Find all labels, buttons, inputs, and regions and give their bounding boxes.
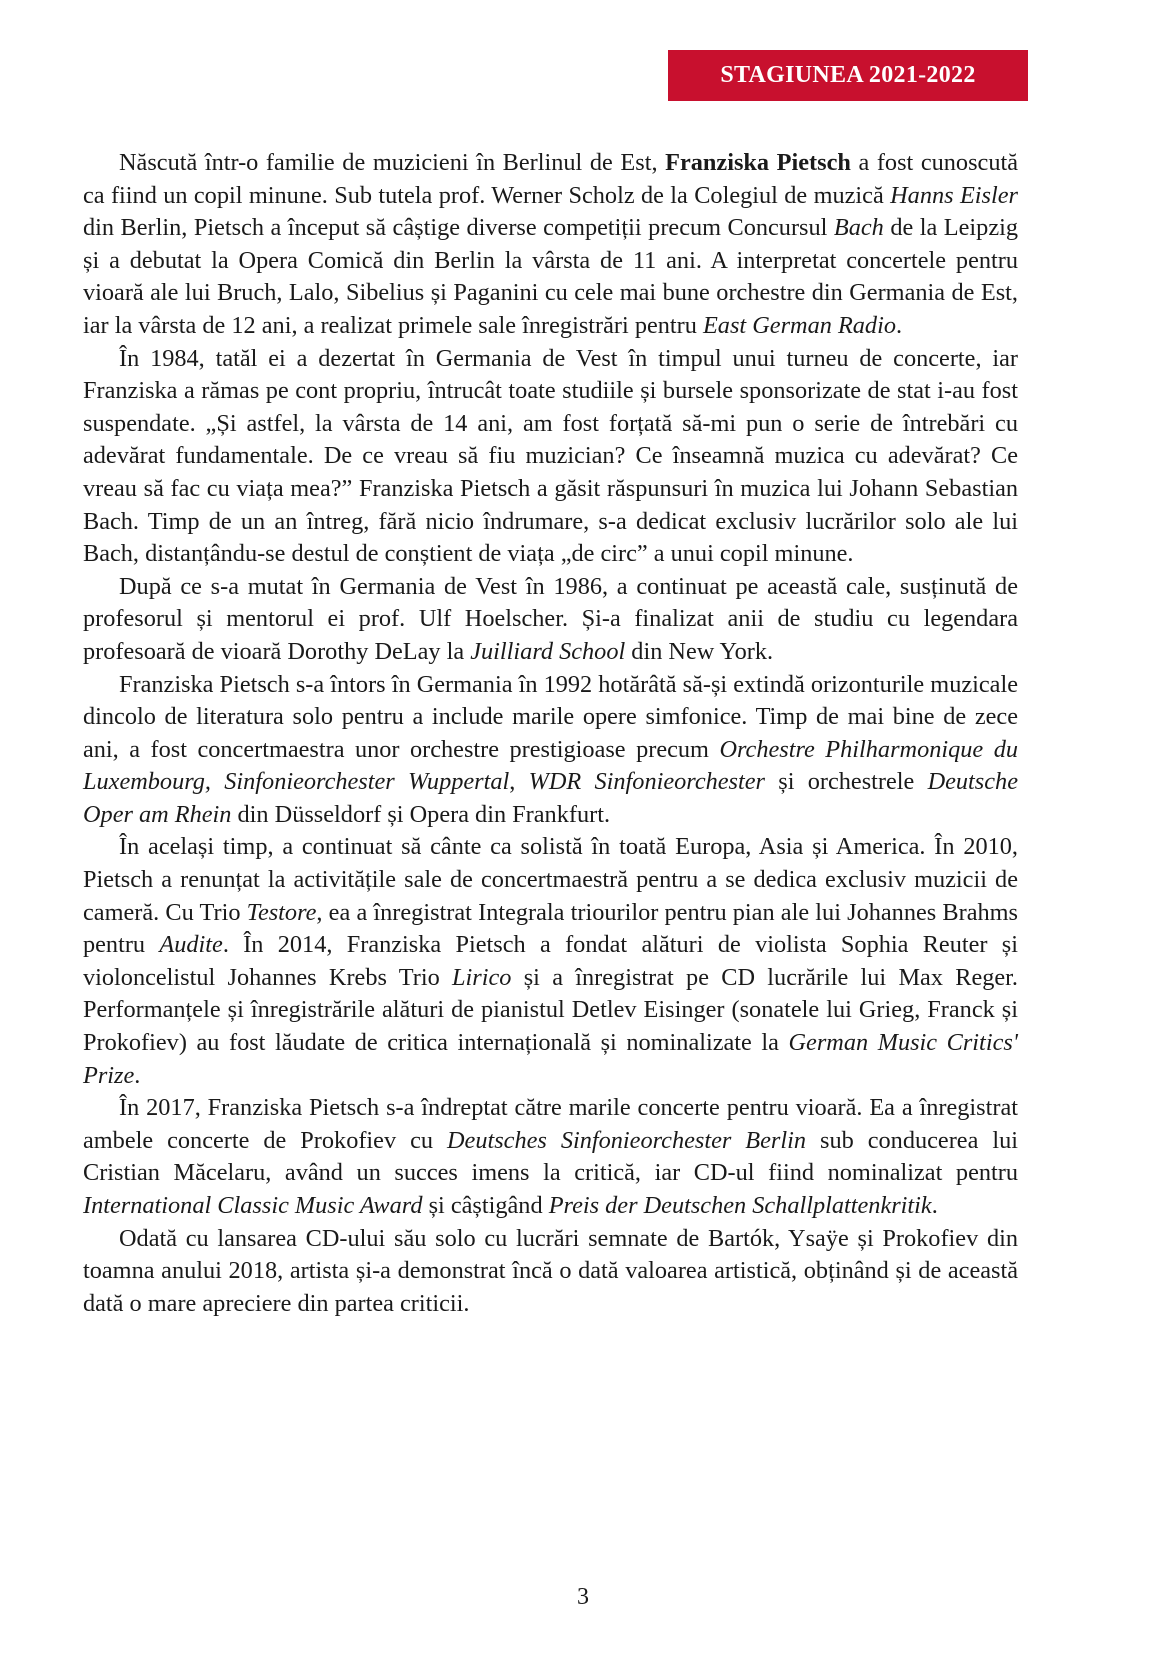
text-run: După ce s-a mutat în Germania de Vest în 1986, a continuat pe această cale, susținută de profesorul și mentorul ei prof. Ulf Hoelscher. Și-a finalizat anii de studiu cu legendara profesoară de vioară Dorothy DeLay la (83, 572, 1018, 665)
text-run: sub conducerea lui Cristian Măcelaru, având un succes imens la critică, iar CD-ul fiind nominalizat pentru (83, 1126, 1018, 1187)
text-run: și a înregistrat pe CD lucrările lui Max Reger. Performanțele și înregistrările alături de pianistul Detlev Eisinger (sonatele lui Grieg, Franck și Prokofiev) au fost lăudate de critica internațională și nominalizate la (83, 963, 1019, 1057)
text-run: . În 2014, Franziska Pietsch a fondat alături de violista Sophia Reuter și violoncelistul Johannes Krebs Trio (83, 931, 1018, 991)
italic-title: Bach (833, 214, 884, 242)
text-run: din Berlin, Pietsch a început să câștige diverse competiții precum Concursul (83, 214, 834, 242)
italic-title: Deutsches Sinfonieorchester Berlin (447, 1126, 807, 1154)
text-run: a fost cunoscută ca fiind un copil minune. Sub tutela prof. Werner Scholz de la Colegiul de muzică (83, 149, 1019, 209)
text-run: din Düsseldorf și Opera din Frankfurt. (231, 800, 611, 828)
text-run: din New York. (625, 637, 774, 665)
text-run: . (895, 311, 903, 339)
italic-title: German Music Critics' Prize (83, 1029, 1018, 1089)
italic-title: International Classic Music Award (83, 1192, 423, 1219)
bold-text: Franziska Pietsch (665, 149, 851, 176)
text-run: În același timp, a continuat să cânte ca solistă în toată Europa, Asia și America. În 2010, Pietsch a renunțat la activitățile sale de concertmaestră pentru a se dedica exclusiv muzicii de cameră. Cu Trio (83, 833, 1018, 926)
italic-title: Testore (246, 898, 317, 926)
paragraph-concertmaster-years (83, 669, 1018, 832)
italic-title: Audite (159, 931, 223, 959)
paragraph-prokofiev-concertos (83, 1092, 1018, 1222)
text-run: , (509, 768, 529, 796)
text-run: de la Leipzig și a debutat la Opera Comică din Berlin la vârsta de 11 ani. A interpretat concertele pentru vioară ale lui Bruch, Lalo, Sibelius și Paganini cu cele mai bune orchestre din Germania de Est, iar la vârsta de 12 ani, a realizat primele sale înregistrări pentru (83, 214, 1019, 339)
text-run: și orchestrele (765, 768, 928, 796)
text-run: Franziska Pietsch s-a întors în Germania în 1992 hotărâtă să-și extindă orizonturile muzicale dincolo de literatura solo pentru a include marile opere simfonice. Timp de mai bine de zece ani, a fost concertmaestra unor orchestre prestigioase precum (83, 670, 1018, 763)
page-number (0, 1584, 1166, 1611)
italic-title: Juilliard School (470, 637, 626, 665)
season-badge-text: STAGIUNEA 2021-2022 (720, 62, 976, 88)
text-run: . (931, 1192, 938, 1219)
italic-title: East German Radio (702, 311, 896, 339)
page-number-text: 3 (577, 1584, 589, 1610)
text-run: Odată cu lansarea CD-ului său solo cu lucrări semnate de Bartók, Ysaÿe și Prokofiev din toamna anului 2018, artista și-a demonstrat încă o dată valoarea artistică, obținând și de această dată o mare apreciere din partea criticii. (83, 1224, 1018, 1317)
italic-title: WDR Sinfonieorchester (528, 768, 765, 796)
text-run: În 2017, Franziska Pietsch s-a îndreptat către marile concerte pentru vioară. Ea a înregistrat ambele concerte de Prokofiev cu (83, 1094, 1018, 1154)
italic-title: Preis der Deutschen Schallplattenkritik (548, 1192, 932, 1219)
paragraph-chamber-music (83, 831, 1018, 1092)
italic-title: Deutsche Oper am Rhein (83, 768, 1018, 828)
paragraph-solo-cd (83, 1223, 1018, 1321)
paragraph-birth-early-career (83, 147, 1018, 343)
italic-title: Hanns Eisler (890, 181, 1019, 209)
text-run: Născută într-o familie de muzicieni în Berlinul de Est, (119, 149, 666, 176)
italic-title: Orchestre Philharmonique du Luxembourg, Sinfonieorchester Wuppertal (83, 735, 1018, 796)
text-run: . (134, 1061, 141, 1089)
paragraph-1984-defection (83, 343, 1018, 571)
season-badge (668, 50, 1028, 101)
text-run: În 1984, tatăl ei a dezertat în Germania de Vest în timpul unui turneu de concerte, iar Franziska a rămas pe cont propriu, întrucât toate studiile și bursele sponsorizate de stat i-au fost suspendate. „Și astfel, la vârsta de 14 ani, am fost forțată să-mi pun o serie de întrebări cu adevărat fundamentale. De ce vreau să fiu muzician? Ce înseamnă muzica cu adevărat? Ce vreau să fac cu viața mea?” Franziska Pietsch a găsit răspunsuri în muzica lui Johann Sebastian Bach. Timp de un an întreg, fără nicio îndrumare, s-a dedicat exclusiv lucrărilor solo ale lui Bach, distanțându-se destul de conștient de viața „de circ” a unui copil minune. (83, 344, 1018, 568)
text-run: și câștigând (422, 1192, 549, 1219)
paragraph-west-germany-studies (83, 571, 1018, 669)
text-run: , ea a înregistrat Integrala triourilor pentru pian ale lui Johannes Brahms pentru (83, 898, 1018, 959)
italic-title: Lirico (452, 963, 512, 991)
article-body (83, 147, 1018, 1320)
